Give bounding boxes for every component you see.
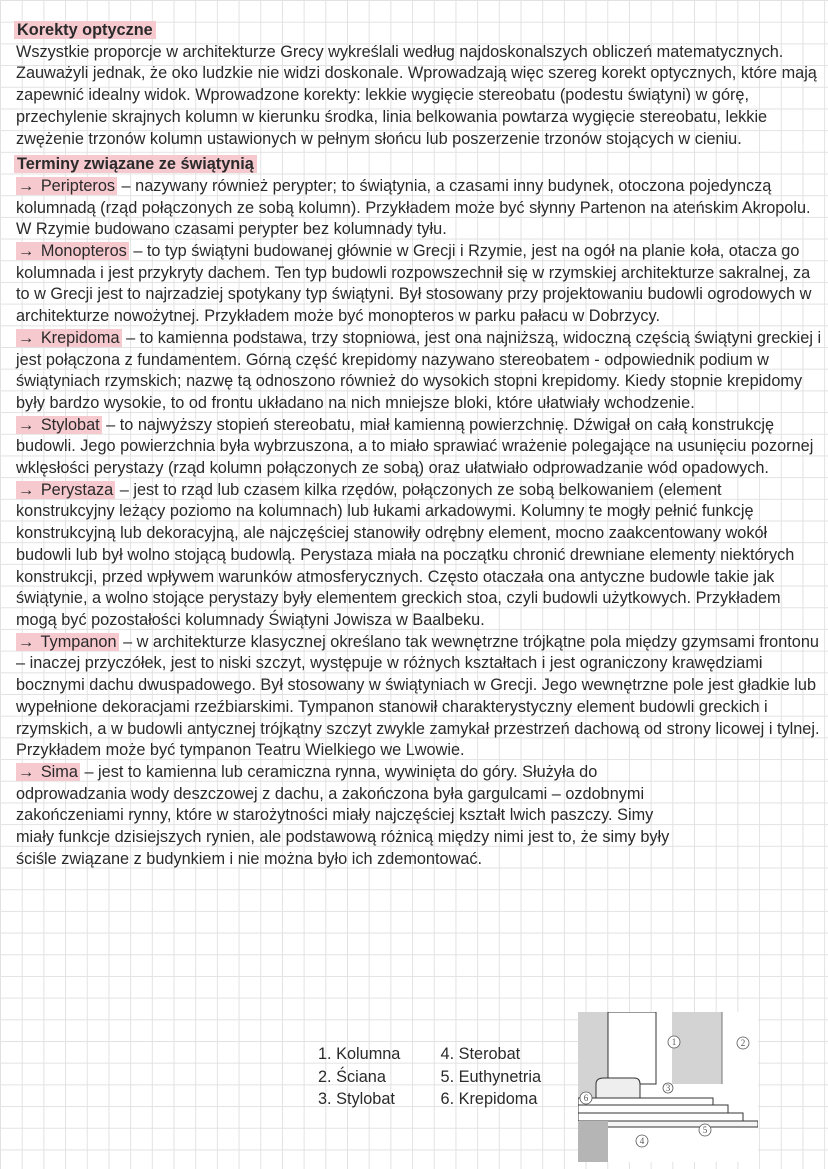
term-label: → Tympanon [18, 632, 117, 651]
term-entry [16, 241, 822, 328]
term-definition: – to kamienna podstawa, trzy stopniowa, jest ona najniższą, widoczną częścią świątyni greckiej i jest połączona z fundamentem. Górną część krepidomy nazywano stereobatem - odpowiednik podium w świątyniach rzymskich; nazwę tą odnoszono również do wysokich stopni krepidomy. Kiedy stopnie krepidomy były bardzo wysokie, to od frontu układano na nich mniejsze bloki, które ułatwiały wchodzenie. [16, 328, 822, 412]
term-entry [16, 176, 822, 241]
euthynteria [598, 1121, 758, 1127]
term-definition: – jest to rząd lub czasem kilka rzędów, połączonych ze sobą belkowaniem (element konstrukcyjny leżący poziomo na kolumnach) lub łukami arkadowymi. Kolumny te mogły pełnić funkcję konstrukcyjną lub dekoracyjną, ale najczęściej stanowiły odrębny element, mocno zaakcentowany wokół budowli lub był wolno stojącą budowlą. Perystaza miała na początku chronić drewniane elementy niektórych konstrukcji, przed wpływem warunków atmosferycznych. Często otaczała ona antyczne budowle takie jak świątynie, a wolno stojące perystazy były elementem greckich stoa, czyli budowli użytkowych. Przykładem mogą być pozostałości kolumnady Świątyni Jowisza w Baalbeku. [16, 480, 795, 629]
foundation-dark [578, 1121, 608, 1162]
arrow-icon: → [18, 415, 35, 434]
heading-optical-corrections: Korekty optyczne [16, 20, 822, 42]
diagram-label: 4 [639, 1136, 645, 1146]
arrow-icon: → [18, 328, 35, 347]
legend-item: 3. Stylobat [318, 1090, 395, 1108]
term-definition: – to najwyższy stopień stereobatu, miał kamienną powierzchnię. Dźwigał on całą konstrukcję budowli. Jego powierzchnia była wybrzuszona, a to miało sprawiać wrażenie polegające na usunięciu pozornej wklęsłości perystazy (rząd kolumn połączonych ze sobą) oraz ułatwiało odprowadzanie wód opadowych. [16, 415, 814, 478]
arrow-icon: → [18, 242, 35, 261]
term-entry [16, 632, 822, 762]
term-label: → Krepidoma [18, 328, 120, 347]
arrow-icon: → [18, 632, 35, 651]
legend-column-right [441, 1043, 559, 1111]
term-definition: – w architekturze klasycznej określano tak wewnętrzne trójkątne pola między gzymsami frontonu – inaczej przyczółek, jest to niski szczyt, występuje w różnych kształtach i jest ograniczony krawędziami bocznymi dachu dwuspadowego. Był stosowany w świątyniach w Grecji. Jego wewnętrzne pole jest gładkie lub wypełnione dekoracjami rzeźbiarskimi. Tympanon stanowił charakterystyczny element budowli greckich i rzymskich, a w budowli antycznej trójkątny szczyt zwykle zamykał przestrzeń dachową od strony licowej i tylnej. Przykładem może być tympanon Teatru Wielkiego we Lwowie. [16, 632, 820, 760]
arrow-icon: → [18, 480, 35, 499]
terms-list [16, 176, 822, 871]
legend-item: 4. Sterobat [440, 1045, 521, 1063]
term-entry [16, 480, 822, 632]
term-label: → Peripteros [18, 176, 116, 195]
diagram-label: 5 [702, 1125, 708, 1135]
legend-item: 6. Krepidoma [440, 1090, 538, 1108]
term-definition: – to typ świątyni budowanej głównie w Grecji i Rzymie, jest na ogół na planie koła, otacza go kolumnada i jest przykryty dachem. Ten typ budowli rozpowszechnił się w rzymskiej architekturze sakralnej, za to w Grecji jest to najrzadziej spotykany typ świątyni. Był stosowany przy projektowaniu budowli ogrodowych w architekturze nowożytnej. Przykładem może być monopteros w parku pałacu w Dobrzycy. [16, 242, 812, 326]
term-definition: – jest to kamienna lub ceramiczna rynna, wywinięta do góry. Służyła do odprowadzania wody deszczowej z dachu, a zakończona była gargulcami – ozdobnymi zakończeniami rynny, które w starożytności miały najczęściej kształt lwich paszczy. Simy miały funkcje dzisiejszych rynien, ale podstawową różnicą między nimi jest to, że simy były ściśle związane z budynkiem i nie można było ich zdemontować. [16, 762, 670, 868]
term-label: → Sima [18, 762, 78, 781]
diagram-label: 6 [583, 1093, 589, 1103]
column-shaft [608, 1012, 656, 1084]
optical-corrections-text: Wszystkie proporcje w architekturze Grecy wykreślali według najdoskonalszych obliczeń matematycznych. Zauważyli jednak, że oko ludzkie nie widzi doskonale. Wprowadzają więc szereg korekt optycznych, które mają zapewnić idealny widok. Wprowadzone korekty: lekkie wygięcie stereobatu (podestu świątyni) w górę, przechylenie skrajnych kolumn w kierunku środka, linia belkowania powtarza wygięcie stereobatu, lekkie zwężenie trzonów kolumn ustawionych w pełnym słońcu lub poszerzenie trzonów stojących w cieniu. [16, 42, 817, 148]
legend-item: 1. Kolumna [318, 1045, 401, 1063]
krepidoma-diagram [578, 1012, 758, 1162]
term-definition: – nazywany również perypter; to świątynia, a czasami inny budynek, otoczona pojedynczą kolumnadą (rząd połączonych ze sobą kolumn). Przykładem może być słynny Partenon na ateńskim Akropolu. W Rzymie budowano czasami perypter bez kolumnady tyłu. [16, 176, 811, 239]
term-entry [16, 762, 686, 871]
term-entry [16, 328, 822, 415]
stylobat-step [578, 1098, 713, 1105]
arrow-icon: → [18, 762, 35, 781]
diagram-legend [318, 1043, 559, 1111]
term-label: → Monopteros [18, 242, 127, 261]
legend-item: 2. Ściana [318, 1067, 386, 1086]
column-base [596, 1078, 640, 1098]
legend-column-left [318, 1043, 436, 1111]
arrow-icon: → [18, 176, 35, 195]
heading-temple-terms: Terminy związane ze świątynią [16, 154, 822, 176]
diagram-label: 1 [671, 1037, 677, 1047]
term-entry [16, 415, 822, 480]
krepidoma-step [578, 1113, 743, 1121]
diagram-label: 3 [665, 1083, 671, 1093]
page-content [16, 20, 822, 870]
wall-segment [672, 1012, 722, 1084]
legend-item: 5. Euthynetria [440, 1067, 541, 1086]
term-label: → Perystaza [18, 480, 114, 499]
diagram-label: 2 [740, 1038, 746, 1048]
stereobat-step [578, 1105, 728, 1113]
term-label: → Stylobat [18, 415, 100, 434]
